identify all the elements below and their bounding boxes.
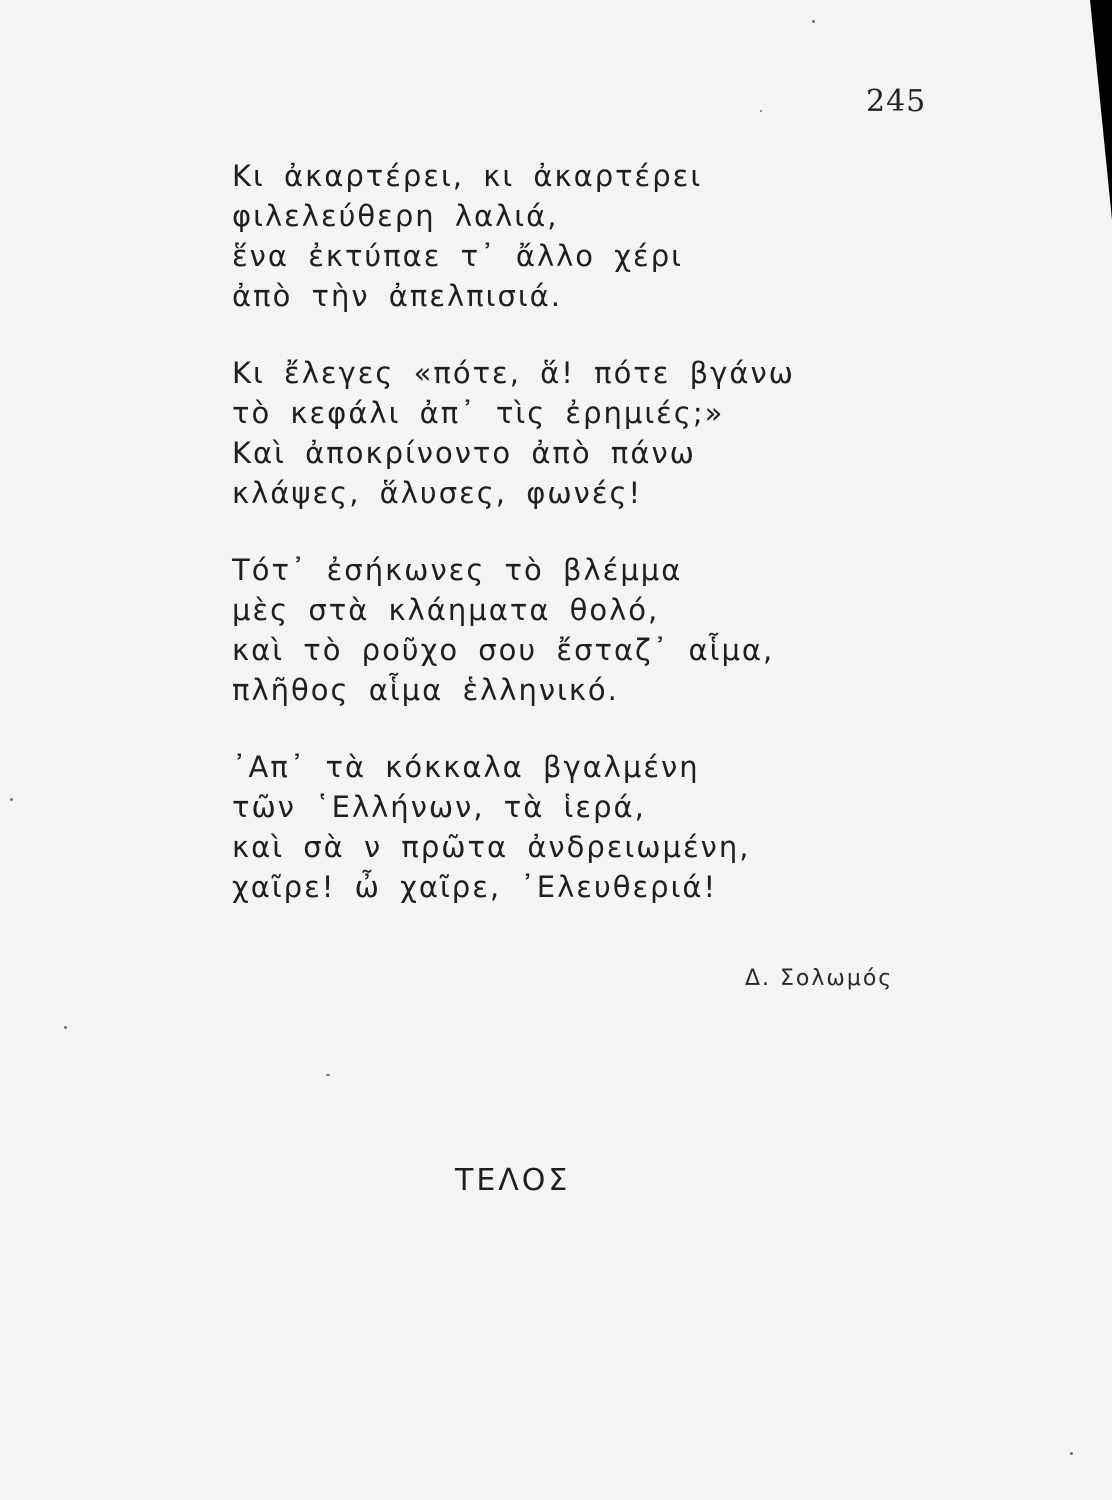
end-mark: ΤΕΛΟΣ xyxy=(455,1163,571,1198)
scan-speck xyxy=(10,798,13,801)
poem-line: Καὶ ἀποκρίνοντο ἀπὸ πάνω xyxy=(232,436,696,470)
poem-line: τὸ κεφάλι ἀπ᾽ τὶς ἐρημιές;» xyxy=(232,396,725,430)
poem-line: καὶ σὰ ν πρῶτα ἀνδρειωμένη, xyxy=(232,830,751,864)
stanza-1 xyxy=(232,156,872,316)
poem-line: Κι ἔλεγες «πότε, ἅ! πότε βγάνω xyxy=(232,356,795,390)
poem-line: φιλελεύθερη λαλιά, xyxy=(232,199,559,233)
poem-line: χαῖρε! ὦ χαῖρε, ᾽Ελευθεριά! xyxy=(232,870,718,904)
poem-line: Κι ἀκαρτέρει, κι ἀκαρτέρει xyxy=(232,159,703,193)
poem-line: τῶν ῾Ελλήνων, τὰ ἱερά, xyxy=(232,790,646,824)
poem-line: καὶ τὸ ροῦχο σου ἔσταζ᾽ αἷμα, xyxy=(232,633,775,667)
author-signature: Δ. Σολωμός xyxy=(745,966,894,991)
stanza-4 xyxy=(232,747,872,907)
poem xyxy=(232,156,872,944)
stanza-3 xyxy=(232,550,872,710)
poem-line: μὲς στὰ κλάηματα θολό, xyxy=(232,593,660,627)
poem-line: κλάψες, ἅλυσες, φωνές! xyxy=(232,476,643,510)
poem-line: πλῆθος αἷμα ἑλληνικό. xyxy=(232,673,619,707)
scan-speck xyxy=(812,20,815,23)
scan-speck xyxy=(760,110,762,112)
poem-line: Τότ᾽ ἐσήκωνες τὸ βλέμμα xyxy=(232,553,683,587)
poem-line: ἕνα ἐκτύπαε τ᾽ ἄλλο χέρι xyxy=(232,239,683,273)
poem-line: ᾽Απ᾽ τὰ κόκκαλα βγαλμένη xyxy=(232,750,700,784)
poem-line: ἀπὸ τὴν ἀπελπισιά. xyxy=(232,279,563,313)
page-number: 245 xyxy=(866,84,927,119)
scan-speck xyxy=(326,1074,330,1076)
scan-speck xyxy=(64,1026,67,1029)
stanza-2 xyxy=(232,353,872,513)
scan-speck xyxy=(1070,1452,1073,1455)
scan-corner-shadow xyxy=(1090,0,1112,220)
